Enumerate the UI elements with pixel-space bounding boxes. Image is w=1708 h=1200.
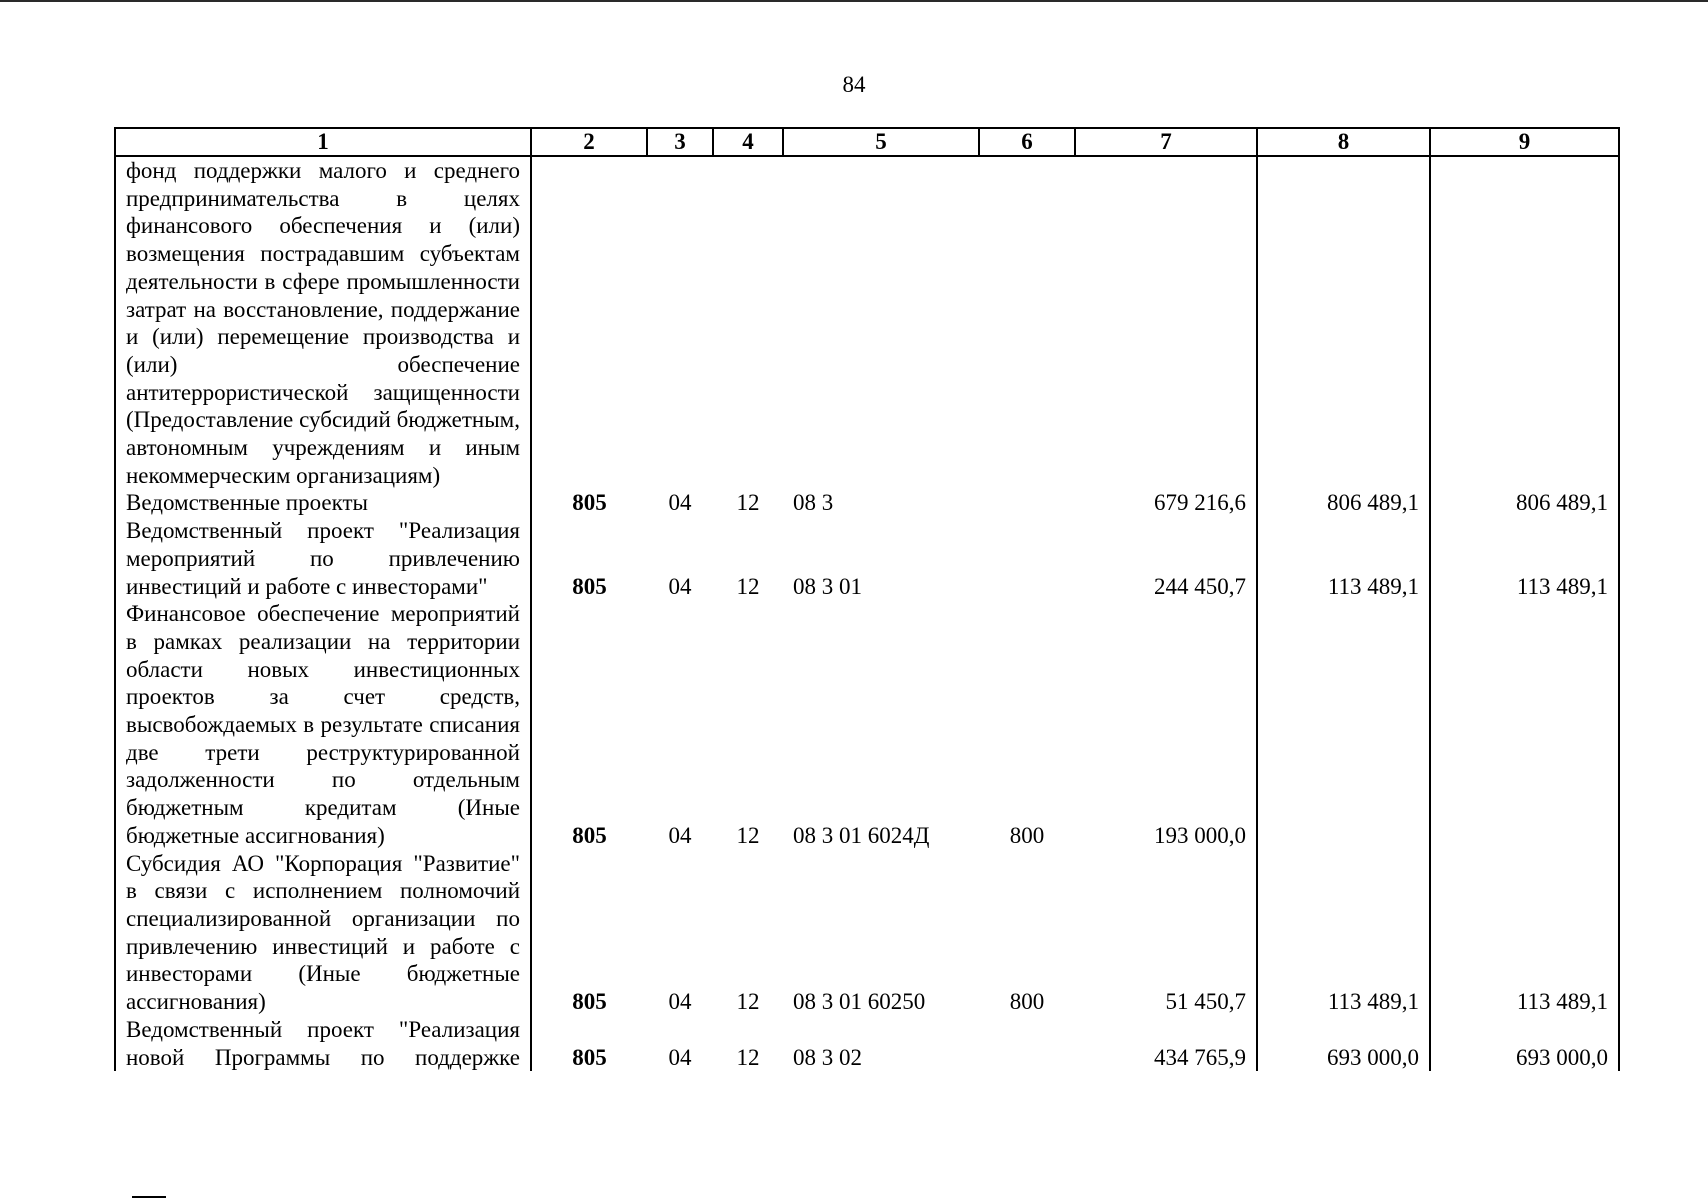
row-description: Финансовое обеспечение мероприятий в рамках реализации на территории области новых инвестиционных проектов за счет средств, высвобождаемых в результате списания две трети реструктурированной задолженности по отдельным бюджетным кредитам (Иные бюджетные ассигнования) (115, 600, 531, 849)
cell-col-3 (647, 156, 713, 489)
cell-col-5: 08 3 01 (793, 573, 862, 599)
cell-col-8 (1257, 156, 1430, 489)
cell-col-3: 04 (668, 989, 692, 1015)
cell-col-6 (979, 1016, 1075, 1071)
cell-col-7: 51 450,7 (1075, 850, 1257, 1016)
cell-col-8: 113 489,1 (1257, 850, 1430, 1016)
cell-col-5: 08 3 01 60250 (793, 989, 926, 1015)
header-col-8: 8 (1257, 128, 1430, 156)
cell-col-2 (531, 156, 647, 489)
row-description: Ведомственный проект "Реализация мероприятий по привлечению инвестиций и работе с инвесторами" (115, 517, 531, 600)
cell-col-2: 805 (531, 850, 647, 1016)
cell-col-2: 805 (531, 489, 647, 517)
header-col-7: 7 (1075, 128, 1257, 156)
row-description: Ведомственный проект "Реализация новой Программы по поддержке (115, 1016, 531, 1071)
cell-col-4: 12 (736, 989, 760, 1015)
cell-col-2: 805 (531, 517, 647, 600)
header-col-6: 6 (979, 128, 1075, 156)
scan-edge-line (0, 0, 1708, 2)
cell-col-7: 193 000,0 (1075, 600, 1257, 849)
header-col-4: 4 (713, 128, 783, 156)
cell-col-4: 12 (736, 490, 760, 516)
cell-col-5: 08 3 02 (793, 1044, 862, 1070)
table-row (115, 517, 1619, 600)
cell-col-7: 434 765,9 (1075, 1016, 1257, 1071)
cell-col-9: 113 489,1 (1430, 517, 1619, 600)
cell-col-4 (713, 156, 783, 489)
cell-col-8 (1257, 600, 1430, 849)
header-col-5: 5 (783, 128, 979, 156)
cell-col-5 (783, 156, 979, 489)
cell-col-9 (1430, 156, 1619, 489)
row-description: Ведомственные проекты (115, 489, 531, 517)
cell-col-2: 805 (531, 600, 647, 849)
table-row (115, 156, 1619, 489)
cell-col-3: 04 (668, 490, 692, 516)
cell-col-8: 113 489,1 (1257, 517, 1430, 600)
cell-col-3: 04 (668, 1044, 692, 1070)
cell-col-9: 806 489,1 (1430, 489, 1619, 517)
cell-col-4: 12 (736, 573, 760, 599)
cell-col-6: 800 (1009, 989, 1045, 1015)
cell-col-9: 113 489,1 (1430, 850, 1619, 1016)
header-col-3: 3 (647, 128, 713, 156)
cell-col-3: 04 (668, 822, 692, 848)
cell-col-3: 04 (668, 573, 692, 599)
cell-col-5: 08 3 (793, 490, 834, 516)
header-col-2: 2 (531, 128, 647, 156)
cell-col-6: 800 (1009, 822, 1045, 848)
cell-col-7: 244 450,7 (1075, 517, 1257, 600)
page-number: 84 (842, 72, 866, 97)
table-row (115, 850, 1619, 1016)
cell-col-9: 693 000,0 (1430, 1016, 1619, 1071)
header-col-9: 9 (1430, 128, 1619, 156)
row-description: Субсидия АО "Корпорация "Развитие" в связи с исполнением полномочий специализированной организации по привлечению инвестиций и работе с инвесторами (Иные бюджетные ассигнования) (115, 850, 531, 1016)
table-row (115, 1016, 1619, 1071)
table-row (115, 489, 1619, 517)
cell-col-4: 12 (736, 1044, 760, 1070)
cell-col-7 (1075, 156, 1257, 489)
cell-col-9 (1430, 600, 1619, 849)
cell-col-2: 805 (531, 1016, 647, 1071)
scan-bottom-mark (132, 1196, 166, 1198)
header-row (115, 128, 1619, 156)
table-row (115, 600, 1619, 849)
cell-col-8: 806 489,1 (1257, 489, 1430, 517)
cell-col-7: 679 216,6 (1075, 489, 1257, 517)
cell-col-6 (979, 517, 1075, 600)
row-description: фонд поддержки малого и среднего предпринимательства в целях финансового обеспечения и (или) возмещения пострадавшим субъектам деятельности в сфере промышленности затрат на восстановление, поддержание и (или) перемещение производства и (или) обеспечение антитеррористической защищенности (Предоставление субсидий бюджетным, автономным учреждениям и иным некоммерческим организациям) (115, 156, 531, 489)
cell-col-6 (979, 489, 1075, 517)
cell-col-5: 08 3 01 6024Д (793, 822, 930, 848)
cell-col-6 (979, 156, 1075, 489)
cell-col-4: 12 (736, 822, 760, 848)
budget-table (114, 127, 1620, 1071)
cell-col-8: 693 000,0 (1257, 1016, 1430, 1071)
header-col-1: 1 (115, 128, 531, 156)
